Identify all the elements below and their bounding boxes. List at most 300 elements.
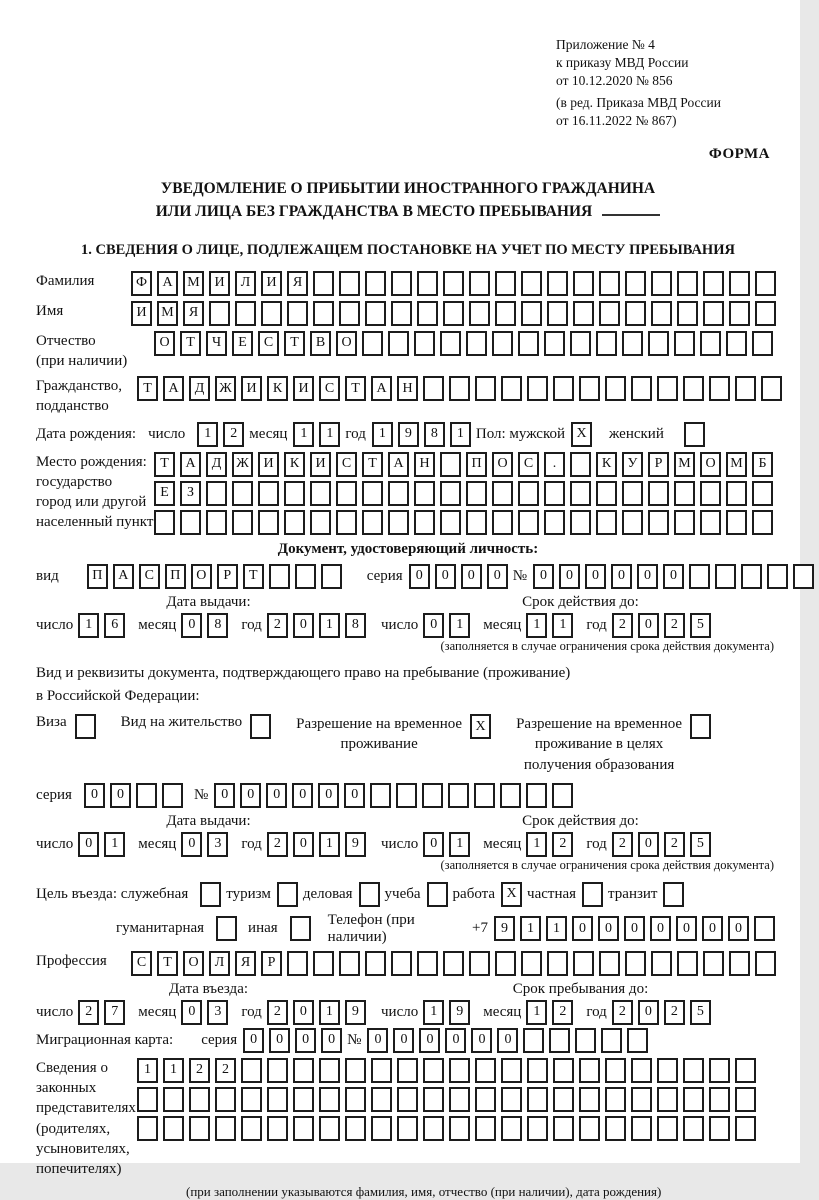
residence-doc-series-row [36, 783, 780, 808]
birthplace-label-line3: город или другой [36, 494, 147, 511]
char-cell: 1 [319, 832, 340, 857]
char-cell [726, 510, 747, 535]
char-cell [388, 510, 409, 535]
char-cell [518, 510, 539, 535]
char-cell [741, 564, 762, 589]
char-cell [449, 376, 470, 401]
char-cell [466, 481, 487, 506]
char-cell [599, 271, 620, 296]
char-cell [793, 564, 814, 589]
study-checkbox [427, 882, 453, 907]
purpose-row [36, 882, 780, 907]
char-cell [443, 301, 464, 326]
char-cell [313, 271, 334, 296]
temp-residence-item [296, 714, 496, 755]
char-cell: 0 [611, 564, 632, 589]
char-cell [596, 331, 617, 356]
char-cell: 0 [638, 613, 659, 638]
char-cell: Т [362, 452, 383, 477]
char-cell [495, 301, 516, 326]
char-cell [625, 951, 646, 976]
id-issue-year-cells [267, 613, 371, 638]
purpose-official-label: Цель въезда: служебная [36, 885, 189, 902]
char-cell: 0 [487, 564, 508, 589]
char-cell [553, 1116, 574, 1141]
char-cell: Л [235, 271, 256, 296]
char-cell [267, 1087, 288, 1112]
char-cell: 0 [533, 564, 554, 589]
migration-card-row [36, 1028, 780, 1053]
stay-day-cells [423, 1000, 475, 1025]
residence-permit-checkbox [250, 714, 276, 739]
char-cell: 2 [612, 832, 633, 857]
char-cell [319, 1058, 340, 1083]
char-cell [625, 271, 646, 296]
char-cell [241, 1058, 262, 1083]
id-issue-month-cells [181, 613, 233, 638]
char-cell [313, 951, 334, 976]
business-checkbox [359, 882, 385, 907]
char-cell: В [310, 331, 331, 356]
blank-underline [602, 214, 660, 216]
entry-day-cells [78, 1000, 130, 1025]
char-cell [735, 1116, 756, 1141]
char-cell: С [139, 564, 160, 589]
char-cell [518, 481, 539, 506]
char-cell [440, 331, 461, 356]
char-cell: Е [154, 481, 175, 506]
char-cell: О [492, 452, 513, 477]
char-cell: С [258, 331, 279, 356]
char-cell [495, 271, 516, 296]
char-cell: К [267, 376, 288, 401]
res-issue-year-cells [267, 832, 371, 857]
char-cell [206, 510, 227, 535]
doc-number-label: № [512, 567, 527, 584]
char-cell [475, 1058, 496, 1083]
char-cell: Д [206, 452, 227, 477]
res-series-label: серия [36, 786, 72, 803]
form-title-line2: ИЛИ ЛИЦА БЕЗ ГРАЖДАНСТВА В МЕСТО ПРЕБЫВАНИЯ [155, 203, 593, 221]
birthplace-cells-line2 [154, 481, 778, 506]
char-cell [735, 376, 756, 401]
residence-doc-dates [36, 813, 780, 879]
middlename-label-line2: (при наличии) [36, 352, 128, 369]
guardians-label-line3: представителях [36, 1100, 136, 1117]
char-cell [365, 951, 386, 976]
char-cell [501, 1087, 522, 1112]
stay-month-cells [526, 1000, 578, 1025]
char-cell: С [319, 376, 340, 401]
char-cell [321, 564, 342, 589]
char-cell [709, 1116, 730, 1141]
char-cell [440, 481, 461, 506]
char-cell: Т [137, 376, 158, 401]
char-cell [362, 331, 383, 356]
char-cell [544, 331, 565, 356]
char-cell [137, 1116, 158, 1141]
char-cell: 1 [526, 1000, 547, 1025]
char-cell [729, 301, 750, 326]
char-cell [767, 564, 788, 589]
char-cell: 1 [197, 422, 218, 447]
char-cell [423, 1116, 444, 1141]
char-cell [631, 1087, 652, 1112]
char-cell: 9 [345, 832, 366, 857]
char-cell: Р [217, 564, 238, 589]
char-cell [752, 331, 773, 356]
id-issue-date-header: Дата выдачи: [166, 593, 251, 610]
birthplace-cells-line1 [154, 452, 778, 477]
char-cell: П [466, 452, 487, 477]
char-cell [258, 510, 279, 535]
char-cell: И [209, 271, 230, 296]
char-cell: А [180, 452, 201, 477]
birthplace-cells-line3 [154, 510, 778, 535]
char-cell: 0 [292, 783, 313, 808]
birthdate-label: Дата рождения: [36, 425, 137, 442]
char-cell [371, 1058, 392, 1083]
month-label: месяц [483, 616, 522, 633]
birthdate-row [36, 422, 780, 447]
residence-doc-checkboxes [36, 714, 780, 775]
visa-label: Виза [36, 714, 67, 731]
char-cell [657, 1058, 678, 1083]
char-cell [359, 882, 380, 907]
lastname-row [36, 271, 780, 296]
char-cell: 0 [393, 1028, 414, 1053]
char-cell: О [154, 331, 175, 356]
char-cell: 0 [344, 783, 365, 808]
char-cell [492, 331, 513, 356]
char-cell [396, 783, 417, 808]
char-cell: 1 [319, 613, 340, 638]
char-cell: Б [752, 452, 773, 477]
lastname-label: Фамилия [36, 272, 95, 289]
char-cell: Т [157, 951, 178, 976]
char-cell [475, 1087, 496, 1112]
char-cell: 0 [78, 832, 99, 857]
char-cell [527, 1058, 548, 1083]
char-cell: 0 [214, 783, 235, 808]
char-cell: 2 [552, 832, 573, 857]
char-cell [137, 1087, 158, 1112]
char-cell: . [544, 452, 565, 477]
char-cell [277, 882, 298, 907]
char-cell: 1 [423, 1000, 444, 1025]
char-cell [189, 1116, 210, 1141]
char-cell: 8 [424, 422, 445, 447]
day-label: число [36, 616, 74, 633]
char-cell: 5 [690, 613, 711, 638]
char-cell [232, 481, 253, 506]
char-cell [735, 1087, 756, 1112]
char-cell [362, 481, 383, 506]
char-cell [552, 783, 573, 808]
char-cell: 0 [409, 564, 430, 589]
form-label: ФОРМА [708, 146, 770, 163]
temp-residence-label-line1: Разрешение на временное [296, 716, 463, 733]
profession-cells [131, 951, 781, 976]
char-cell [284, 510, 305, 535]
char-cell [735, 1058, 756, 1083]
char-cell: С [336, 452, 357, 477]
char-cell [365, 301, 386, 326]
char-cell: 0 [419, 1028, 440, 1053]
char-cell [440, 510, 461, 535]
char-cell: 0 [423, 832, 444, 857]
char-cell [631, 376, 652, 401]
char-cell: 0 [240, 783, 261, 808]
res-valid-note: (заполняется в случае ограничения срока действия документа) [440, 857, 774, 872]
birthplace-label [36, 452, 154, 533]
char-cell [293, 1058, 314, 1083]
char-cell [575, 1028, 596, 1053]
char-cell: Е [232, 331, 253, 356]
id-valid-month-cells [526, 613, 578, 638]
char-cell: 5 [690, 832, 711, 857]
char-cell [469, 271, 490, 296]
res-series-cells [84, 783, 188, 808]
res-number-cells [214, 783, 578, 808]
char-cell [423, 376, 444, 401]
char-cell: Р [648, 452, 669, 477]
char-cell [752, 510, 773, 535]
sex-male-label: Пол: мужской [475, 425, 566, 442]
char-cell: 1 [526, 832, 547, 857]
char-cell [648, 481, 669, 506]
char-cell: М [183, 271, 204, 296]
business-label: деловая [302, 885, 353, 902]
char-cell: М [674, 452, 695, 477]
char-cell: М [157, 301, 178, 326]
tourism-checkbox [277, 882, 303, 907]
char-cell [206, 481, 227, 506]
birthplace-label-line1: Место рождения: [36, 453, 147, 470]
char-cell: Л [209, 951, 230, 976]
char-cell [423, 1058, 444, 1083]
char-cell: 7 [104, 1000, 125, 1025]
id-doc-dates [36, 594, 780, 660]
entry-year-cells [267, 1000, 371, 1025]
char-cell [319, 1087, 340, 1112]
char-cell: О [183, 951, 204, 976]
residence-permit-item [121, 714, 276, 739]
char-cell: 3 [207, 1000, 228, 1025]
middlename-label [36, 331, 154, 372]
char-cell [293, 1116, 314, 1141]
char-cell: Ж [215, 376, 236, 401]
char-cell: А [113, 564, 134, 589]
char-cell [154, 510, 175, 535]
char-cell [677, 301, 698, 326]
char-cell [290, 916, 311, 941]
stay-year-cells [612, 1000, 716, 1025]
char-cell [475, 376, 496, 401]
char-cell [683, 1087, 704, 1112]
id-issue-day-cells [78, 613, 130, 638]
char-cell [570, 481, 591, 506]
char-cell [448, 783, 469, 808]
char-cell: 5 [690, 1000, 711, 1025]
char-cell: 0 [269, 1028, 290, 1053]
temp-residence-edu-item [516, 714, 716, 775]
middlename-row [36, 331, 780, 372]
char-cell: 0 [293, 1000, 314, 1025]
citizenship-label-line2: подданство [36, 398, 109, 415]
char-cell: 1 [78, 613, 99, 638]
char-cell [527, 1087, 548, 1112]
char-cell [345, 1058, 366, 1083]
char-cell [235, 301, 256, 326]
month-label: месяц [138, 616, 177, 633]
char-cell: Н [397, 376, 418, 401]
profession-row [36, 951, 780, 976]
char-cell [648, 510, 669, 535]
char-cell [631, 1116, 652, 1141]
guardians-label-line1: Сведения о [36, 1059, 108, 1076]
char-cell [605, 1058, 626, 1083]
char-cell [674, 481, 695, 506]
char-cell [388, 331, 409, 356]
header-edit-note-line: (в ред. Приказа МВД России [556, 95, 721, 111]
firstname-row [36, 301, 780, 326]
guardians-label-line2: законных [36, 1080, 97, 1097]
id-valid-year-cells [612, 613, 716, 638]
char-cell: 0 [650, 916, 671, 941]
birthplace-label-line2: государство [36, 473, 113, 490]
entry-date-header: Дата въезда: [168, 980, 249, 997]
char-cell [501, 1116, 522, 1141]
char-cell: 0 [598, 916, 619, 941]
citizenship-row [36, 376, 780, 417]
char-cell [523, 1028, 544, 1053]
char-cell [657, 376, 678, 401]
temp-residence-edu-label-line3: получения образования [523, 756, 675, 773]
char-cell: 0 [84, 783, 105, 808]
sex-female-checkbox [684, 422, 710, 447]
char-cell: Т [243, 564, 264, 589]
char-cell: 8 [345, 613, 366, 638]
char-cell: 8 [207, 613, 228, 638]
char-cell [189, 1087, 210, 1112]
birth-month-cells [293, 422, 345, 447]
char-cell: 2 [664, 1000, 685, 1025]
char-cell [527, 1116, 548, 1141]
char-cell [362, 510, 383, 535]
id-valid-day-cells [423, 613, 475, 638]
char-cell [547, 951, 568, 976]
char-cell [579, 376, 600, 401]
migration-number-label: № [347, 1031, 362, 1048]
char-cell [443, 951, 464, 976]
char-cell [625, 301, 646, 326]
char-cell [570, 452, 591, 477]
year-label: год [586, 616, 607, 633]
char-cell [422, 783, 443, 808]
char-cell [683, 1058, 704, 1083]
guardians-label [36, 1058, 137, 1180]
char-cell [287, 951, 308, 976]
char-cell [631, 1058, 652, 1083]
char-cell: 1 [137, 1058, 158, 1083]
char-cell [163, 1087, 184, 1112]
char-cell: 0 [638, 832, 659, 857]
char-cell [729, 271, 750, 296]
res-issue-month-cells [181, 832, 233, 857]
char-cell [648, 331, 669, 356]
char-cell: 0 [471, 1028, 492, 1053]
char-cell [449, 1087, 470, 1112]
transit-label: транзит [608, 885, 658, 902]
transit-checkbox [663, 882, 689, 907]
birthplace-row [36, 452, 780, 535]
char-cell: 1 [449, 832, 470, 857]
id-valid-note: (заполняется в случае ограничения срока действия документа) [440, 638, 774, 653]
header-reference [556, 36, 780, 130]
month-label: месяц [138, 835, 177, 852]
char-cell: 0 [367, 1028, 388, 1053]
char-cell [313, 301, 334, 326]
char-cell [501, 1058, 522, 1083]
char-cell [414, 331, 435, 356]
char-cell [709, 376, 730, 401]
char-cell: 1 [450, 422, 471, 447]
header-line: к приказу МВД России [556, 54, 689, 70]
doc-type-label: вид [36, 567, 59, 584]
char-cell: А [163, 376, 184, 401]
doc-series-label: серия [366, 567, 403, 584]
char-cell [518, 331, 539, 356]
lastname-cells [131, 271, 781, 296]
char-cell [573, 301, 594, 326]
char-cell: И [293, 376, 314, 401]
char-cell [677, 271, 698, 296]
stay-until-header: Срок пребывания до: [512, 980, 649, 997]
char-cell: 0 [638, 1000, 659, 1025]
char-cell [209, 301, 230, 326]
char-cell [495, 951, 516, 976]
char-cell: 0 [266, 783, 287, 808]
day-label: число [36, 1003, 74, 1020]
char-cell [215, 1087, 236, 1112]
char-cell [284, 481, 305, 506]
res-valid-until-header: Срок действия до: [522, 812, 639, 829]
char-cell [709, 1058, 730, 1083]
migration-number-cells [367, 1028, 653, 1053]
char-cell [544, 510, 565, 535]
char-cell [336, 481, 357, 506]
char-cell: 0 [181, 613, 202, 638]
char-cell: Я [235, 951, 256, 976]
char-cell [336, 510, 357, 535]
char-cell: X [501, 882, 522, 907]
res-issue-day-cells [78, 832, 130, 857]
citizenship-cells [137, 376, 787, 401]
visa-item [36, 714, 101, 739]
char-cell [469, 951, 490, 976]
char-cell: О [191, 564, 212, 589]
private-label: частная [527, 885, 577, 902]
char-cell [627, 1028, 648, 1053]
temp-residence-label-line2: проживание [340, 736, 418, 753]
entry-month-cells [181, 1000, 233, 1025]
res-issue-date-header: Дата выдачи: [166, 812, 251, 829]
char-cell: 1 [449, 613, 470, 638]
form-title [36, 177, 780, 224]
char-cell [391, 301, 412, 326]
char-cell: 0 [321, 1028, 342, 1053]
